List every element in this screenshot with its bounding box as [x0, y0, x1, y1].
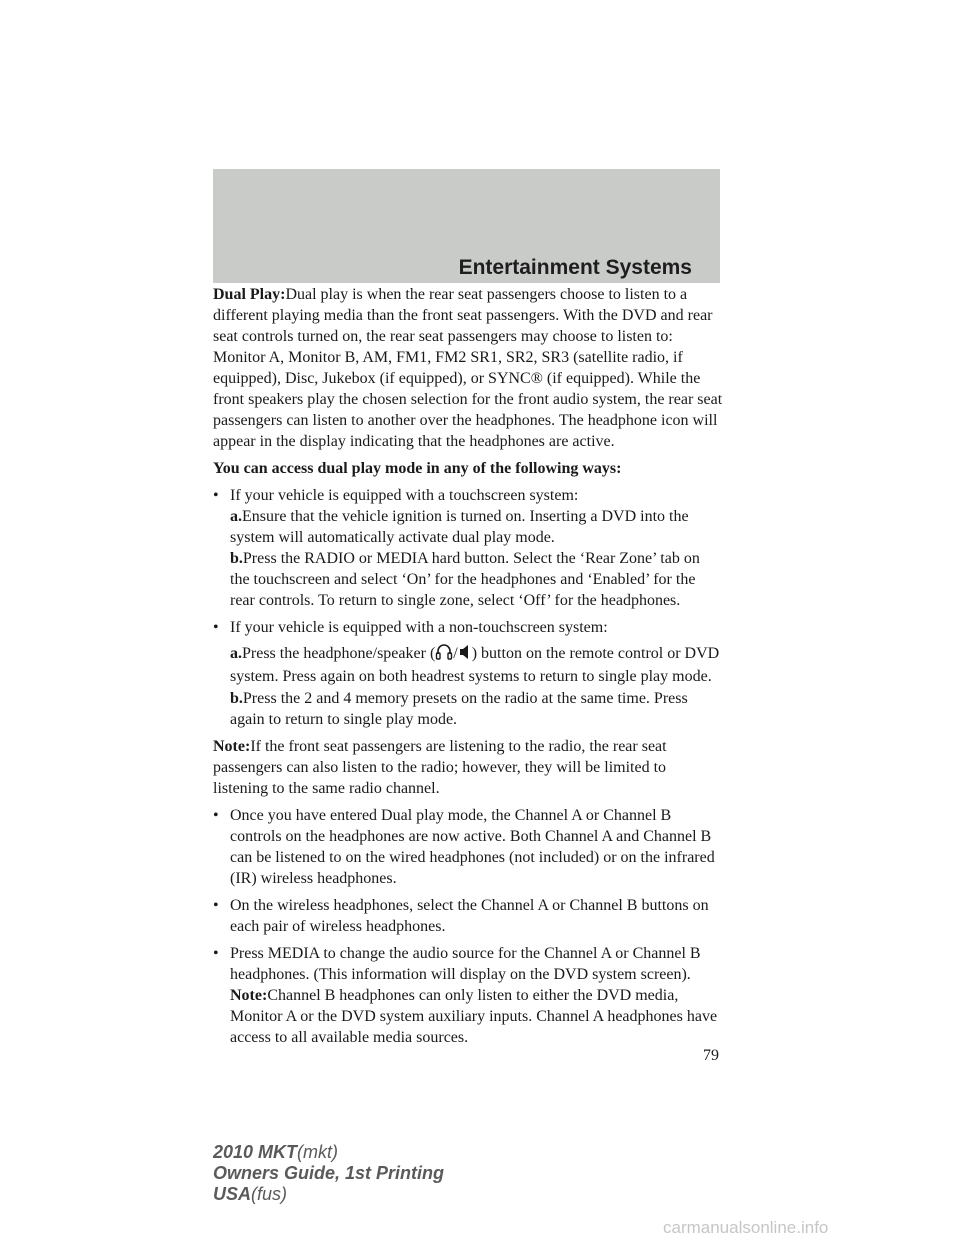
bullet-wireless-headphones: • On the wireless headphones, select the Channel A or Channel B buttons on each pair of wireless headphones. [213, 897, 709, 935]
bullet-dot: • [213, 897, 219, 914]
dual-play-paragraph [213, 284, 723, 452]
section-title: Entertainment Systems [458, 256, 692, 279]
note-paragraph: Note:If the front seat passengers are listening to the radio, the rear seat passengers can also listen to the radio; however, they will be limited to listening to the same radio channel. [213, 738, 667, 797]
touchscreen-step-b: b.Press the RADIO or MEDIA hard button. Select the ‘Rear Zone’ tab on the touchscreen and select ‘On’ for the headphones and ‘Enabled’ for the rear controls. To return to single zone, select ‘Off’ for the headphones. [230, 550, 700, 609]
bullet-dot: • [213, 945, 219, 962]
non-touchscreen-intro: If your vehicle is equipped with a non-touchscreen system: [230, 619, 608, 636]
footer-model-line: 2010 MKT(mkt) [213, 1142, 339, 1162]
bullet-dot: • [213, 487, 219, 504]
dual-play-text: Dual play is when the rear seat passengers choose to listen to a different playing media than the front seat passengers. With the DVD and rear seat controls turned on, the rear seat passengers may choose to listen to: Monitor A, Monitor B, AM, FM1, FM2 SR1, SR2, SR3 (satellite radio, if equipped), Disc, Jukebox (if equipped), or SYNC® (if equipped). While the front speakers play the chosen selection for the front audio system, the rear seat passengers can listen to another over the headphones. The headphone icon will appear in the display indicating that the headphones are active. [213, 286, 723, 450]
bullet-media-source: • Press MEDIA to change the audio source for the Channel A or Channel B headphones. (This information will display on the DVD system screen). Note:Channel B headphones can only listen to either the DVD media, Monitor A or the DVD system auxiliary inputs. Channel A headphones have access to all available media sources. [213, 943, 723, 1048]
bullet-channel-controls: • Once you have entered Dual play mode, the Channel A or Channel B controls on the headphones are now active. Both Channel A and Channel B can be listened to on the wired headphones (not included) or on the infrared (IR) wireless headphones. [213, 807, 715, 887]
print-footer [213, 1142, 444, 1205]
footer-guide-line: Owners Guide, 1st Printing [213, 1163, 445, 1183]
dual-play-label: Dual Play: [213, 286, 286, 303]
bullet-dot: • [213, 807, 219, 824]
note-label: Note: [213, 738, 251, 755]
non-touchscreen-step-a: a.Press the headphone/speaker ( / ) button on the remote control or DVD system. Press again on both headrest systems to return to single play mode. [230, 642, 723, 688]
header-band [213, 169, 720, 283]
touchscreen-intro: If your vehicle is equipped with a touchscreen system: [230, 487, 579, 504]
watermark: carmanualsonline.info [663, 1218, 829, 1237]
access-heading: You can access dual play mode in any of the following ways: [213, 460, 622, 477]
bullet-dot: • [213, 619, 219, 636]
page-number: 79 [703, 1047, 719, 1064]
touchscreen-step-a: a.Ensure that the vehicle ignition is turned on. Inserting a DVD into the system will automatically activate dual play mode. [230, 508, 689, 546]
bullet-non-touchscreen [213, 617, 723, 730]
speaker-icon [458, 642, 472, 662]
headphone-icon [435, 642, 453, 662]
media-source-note: Note:Channel B headphones can only listen to either the DVD media, Monitor A or the DVD system auxiliary inputs. Channel A headphones have access to all available media sources. [230, 987, 718, 1046]
footer-region-line: USA(fus) [213, 1184, 288, 1204]
page-content [213, 284, 723, 1054]
bullet-touchscreen [213, 485, 723, 611]
non-touchscreen-step-b: b.Press the 2 and 4 memory presets on the radio at the same time. Press again to return to single play mode. [230, 690, 688, 728]
